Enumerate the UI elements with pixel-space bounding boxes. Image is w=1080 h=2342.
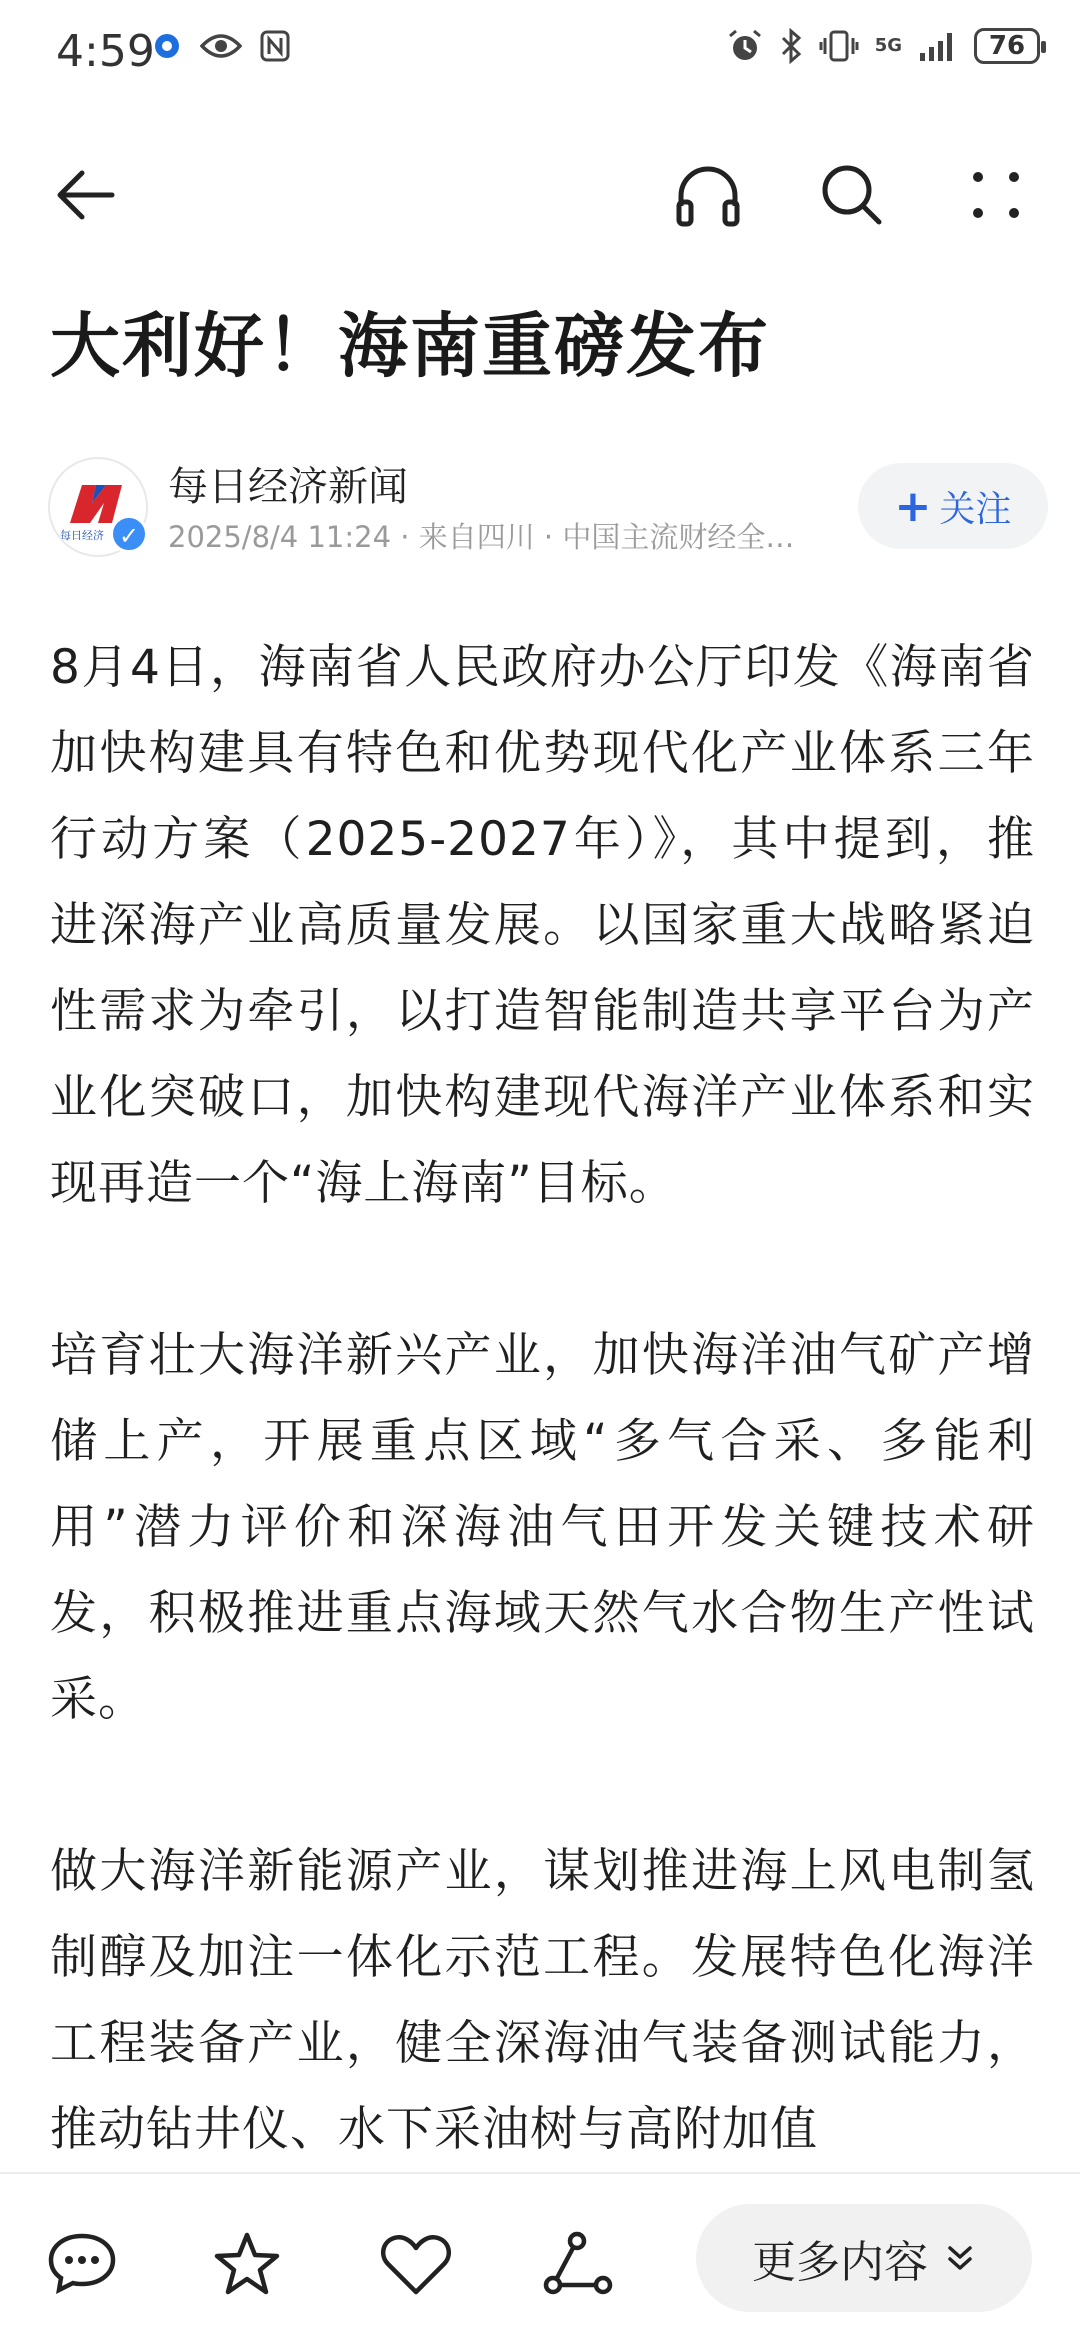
article-title: 大利好！海南重磅发布 xyxy=(50,305,770,387)
article-paragraph: 培育壮大海洋新兴产业，加快海洋油气矿产增储上产，开展重点区域“多气合采、多能利用”潜力评价和深海油气田开发关键技术研发，积极推进重点海域天然气水合物生产性试采。 xyxy=(50,1328,1035,1727)
back-arrow-icon xyxy=(52,167,116,223)
article-paragraph: 8月4日，海南省人民政府办公厅印发《海南省加快构建具有特色和优势现代化产业体系三年行动方案（2025-2027年）》，其中提到，推进深海产业高质量发展。以国家重大战略紧迫性需求为牵引，以打造智能制造共享平台为产业化突破口，加快构建现代海洋产业体系和实现再造一个“海上海南”目标。 xyxy=(50,640,1035,1211)
article-body xyxy=(50,625,1035,2259)
svg-text:每日经济: 每日经济 xyxy=(60,529,104,542)
alarm-icon xyxy=(727,28,763,64)
bottom-action-bar xyxy=(0,2172,1080,2342)
like-button[interactable] xyxy=(376,2224,456,2304)
listen-button[interactable] xyxy=(668,155,748,235)
author-name[interactable]: 每日经济新闻 xyxy=(168,464,408,510)
signal-icon xyxy=(918,29,958,63)
article-meta: 2025/8/4 11:24 · 来自四川 · 中国主流财经全… xyxy=(168,520,795,554)
network-indicator xyxy=(874,35,902,56)
follow-button[interactable] xyxy=(858,463,1048,549)
more-content-label: 更多内容 xyxy=(752,2237,928,2288)
search-icon xyxy=(819,162,885,228)
status-left-icons xyxy=(152,30,290,62)
search-button[interactable] xyxy=(812,155,892,235)
plus-icon: + xyxy=(894,480,932,532)
more-content-button[interactable] xyxy=(696,2204,1032,2312)
heart-icon xyxy=(380,2232,452,2296)
nfc-icon xyxy=(260,30,290,62)
comment-button[interactable] xyxy=(42,2224,122,2304)
bluetooth-icon xyxy=(779,28,803,64)
top-nav xyxy=(0,130,1080,250)
status-time: 4:59 xyxy=(56,26,155,77)
star-icon xyxy=(213,2231,281,2297)
status-bar xyxy=(0,0,1080,110)
share-button[interactable] xyxy=(538,2224,618,2304)
headphones-icon xyxy=(673,162,743,228)
status-right-icons xyxy=(727,28,1040,64)
follow-label: 关注 xyxy=(939,488,1012,530)
verified-badge-icon: ✓ xyxy=(110,515,148,553)
network-type-label: 5G xyxy=(874,35,902,56)
comment-icon xyxy=(47,2232,117,2296)
vibrate-icon xyxy=(819,28,859,64)
more-dots-icon xyxy=(968,167,1024,223)
share-icon xyxy=(543,2231,613,2297)
article-paragraph: 做大海洋新能源产业，谋划推进海上风电制氢制醇及加注一体化示范工程。发展特色化海洋工程装备产业，健全深海油气装备测试能力，推动钻井仪、水下采油树与高附加值 xyxy=(50,1844,1035,2157)
favorite-button[interactable] xyxy=(207,2224,287,2304)
author-row xyxy=(48,455,1048,565)
eye-icon xyxy=(200,31,242,61)
battery-indicator xyxy=(974,28,1040,64)
more-options-button[interactable] xyxy=(956,155,1036,235)
app-notification-icon xyxy=(152,31,182,61)
back-button[interactable] xyxy=(44,155,124,235)
battery-level: 76 xyxy=(988,31,1026,61)
double-chevron-down-icon xyxy=(944,2242,976,2274)
